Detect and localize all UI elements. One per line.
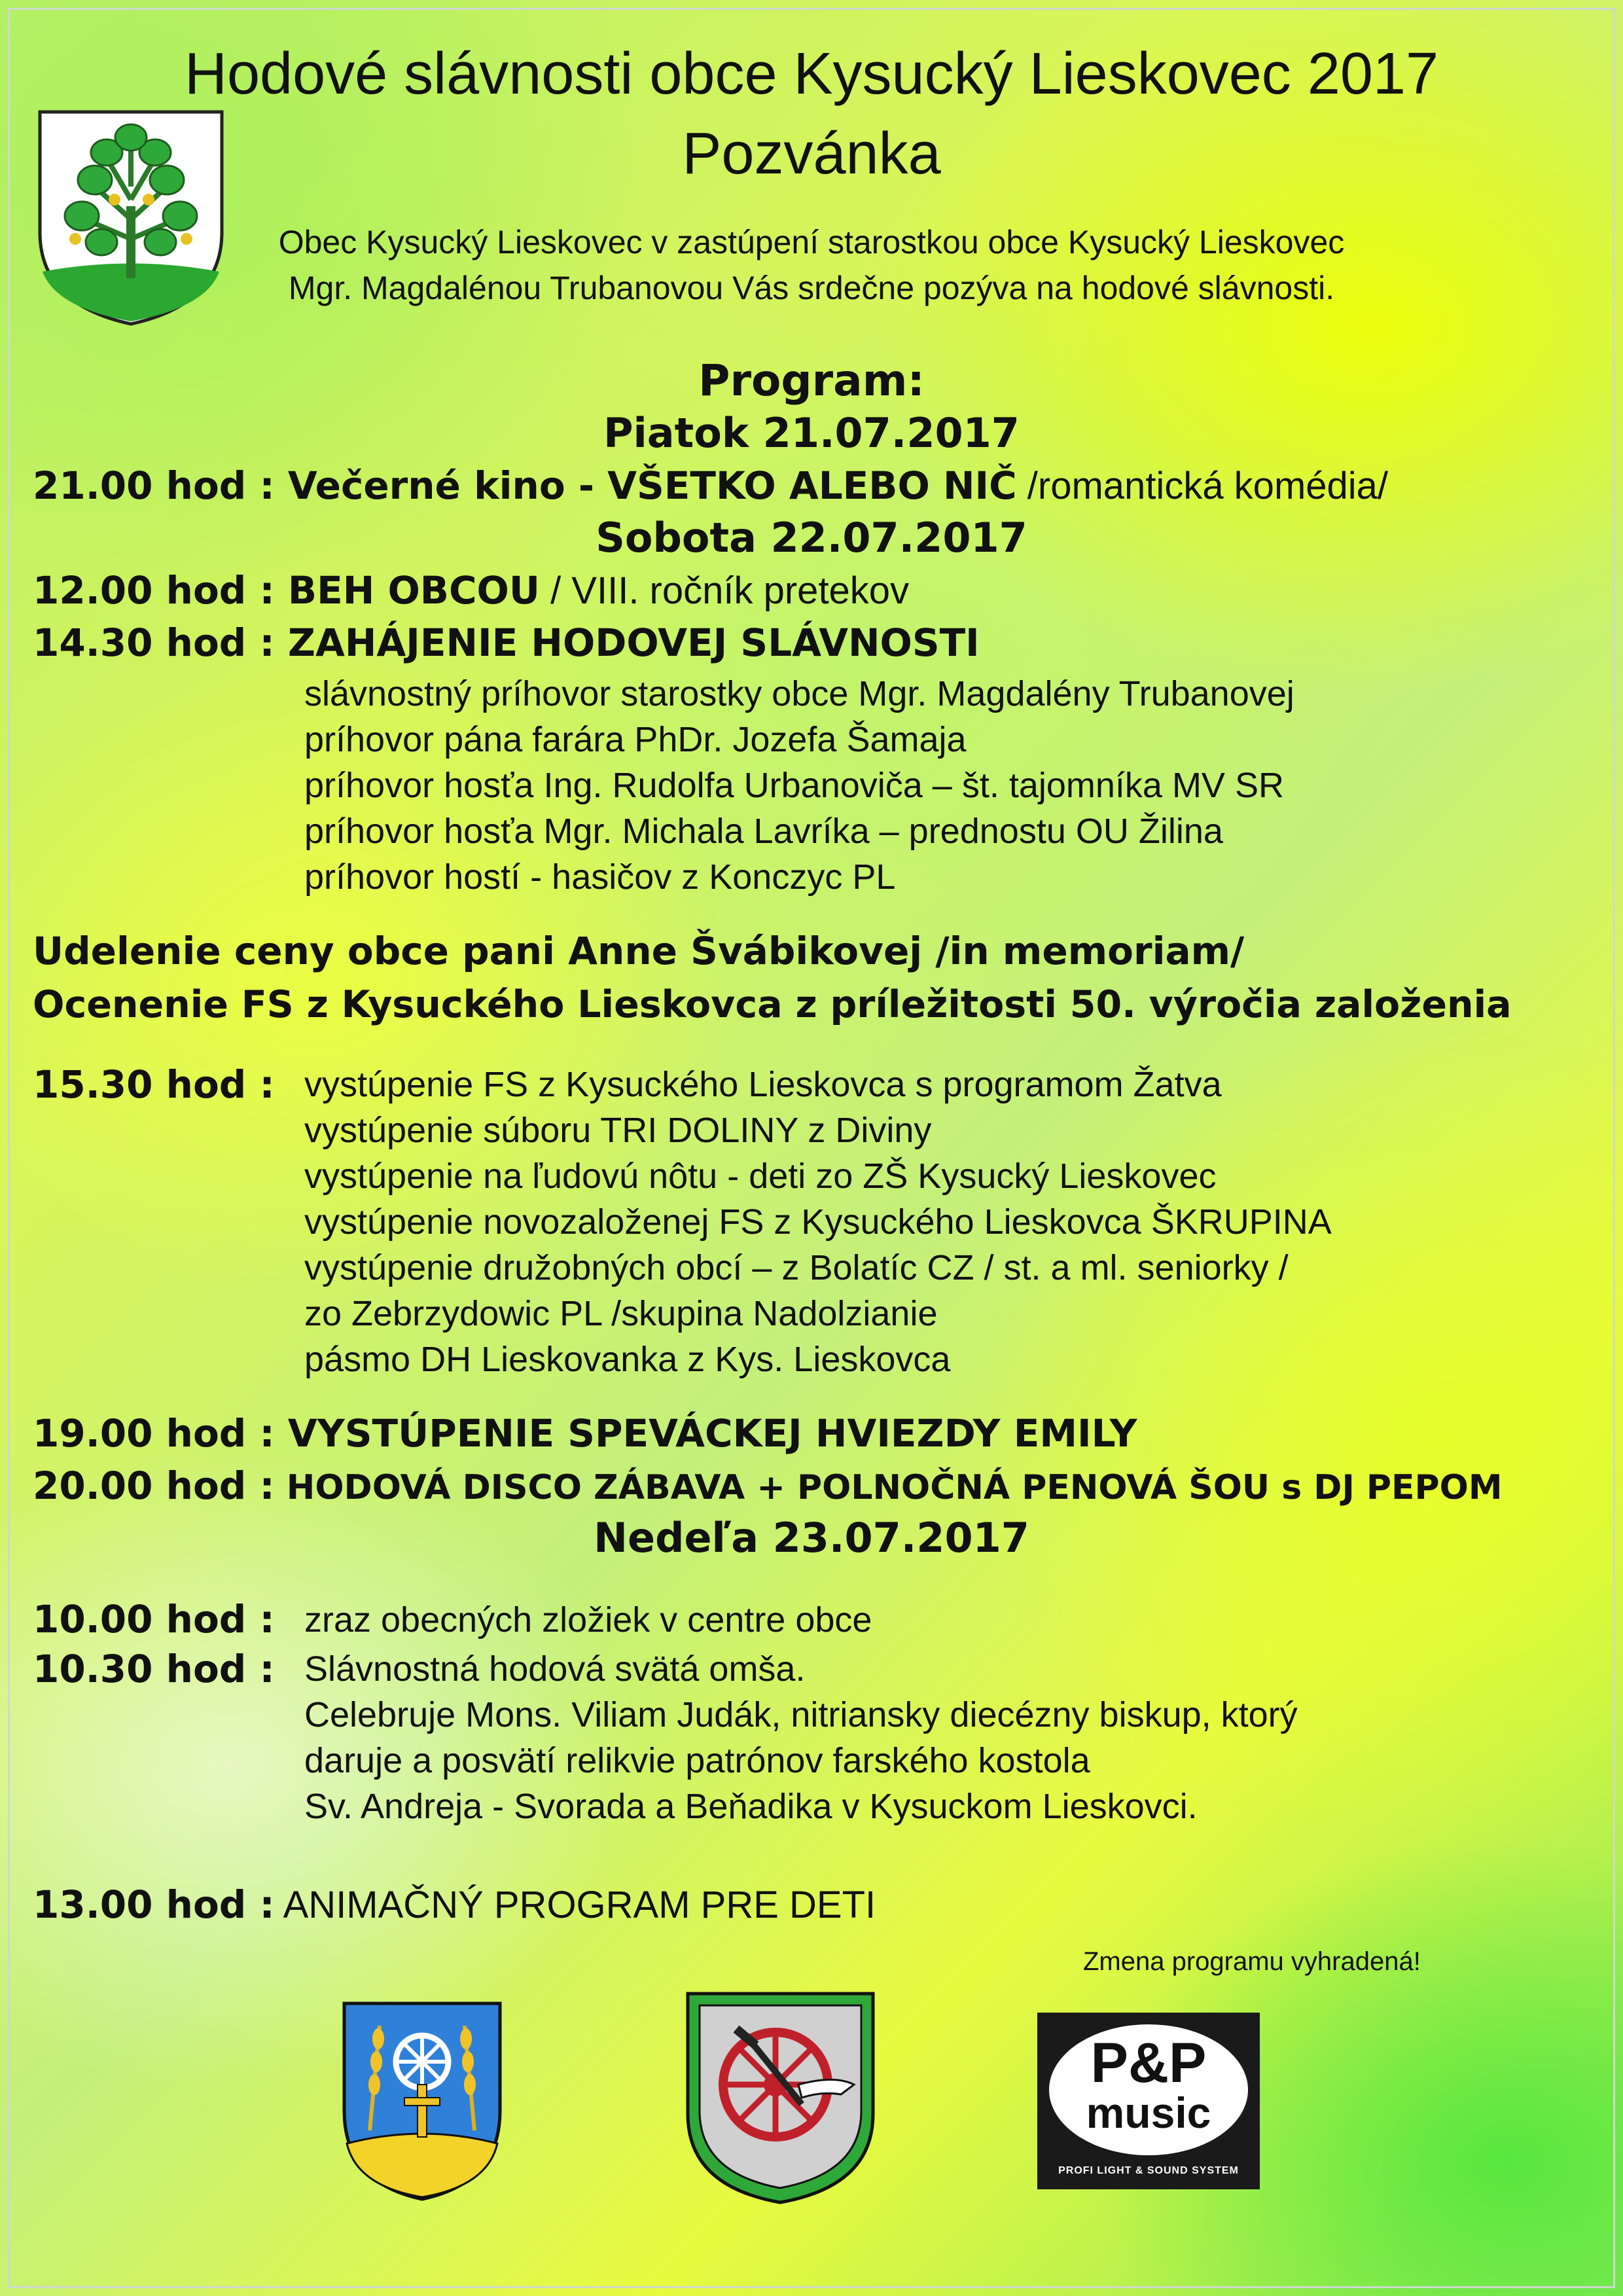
performance-item: vystúpenie súboru TRI DOLINY z Diviny — [304, 1111, 932, 1150]
saturday-date: Sobota 22.07.2017 — [596, 514, 1027, 562]
mass-line: daruje a posvätí relikvie patrónov farského kostola — [304, 1741, 1090, 1780]
sunday-date: Nedeľa 23.07.2017 — [594, 1514, 1029, 1562]
time-label: 20.00 hod : — [33, 1463, 275, 1508]
saturday-disco-row — [33, 1460, 1503, 1514]
partner-coat-of-arms-1 — [340, 2000, 504, 2202]
performance-item: vystúpenie novozaloženej FS z Kysuckého Lieskovca ŠKRUPINA — [304, 1202, 1332, 1242]
change-reserved-note: Zmena programu vyhradená! — [1083, 1947, 1421, 1976]
time-label: 15.30 hod : — [33, 1062, 275, 1107]
program-heading: Program: — [698, 355, 925, 406]
sunday-gather-time — [33, 1593, 275, 1645]
time-label: 12.00 hod : — [33, 568, 275, 613]
page-title: Hodové slávnosti obce Kysucký Lieskovec 2017 — [184, 41, 1439, 107]
mass-line: Sv. Andreja - Svorada a Beňadika v Kysuckom Lieskovci. — [304, 1787, 1198, 1826]
mass-line: Celebruje Mons. Viliam Judák, nitriansky diecézny biskup, ktorý — [304, 1695, 1298, 1734]
event-title: ZAHÁJENIE HODOVEJ SLÁVNOSTI — [274, 620, 980, 665]
mass-line: Slávnostná hodová svätá omša. — [304, 1649, 806, 1689]
award-line-2: Ocenenie FS z Kysuckého Lieskovca z príležitosti 50. výročia založenia — [33, 983, 1512, 1026]
event-title: ANIMAČNÝ PROGRAM PRE DETI — [274, 1884, 876, 1926]
sunday-kids-row — [33, 1878, 876, 1931]
award-line-1: Udelenie ceny obce pani Anne Švábikovej /in memoriam/ — [33, 929, 1245, 973]
speech-item: príhovor hosťa Ing. Rudolfa Urbanoviča – št. tajomníka MV SR — [304, 766, 1284, 805]
event-title: BEH OBCOU — [274, 568, 540, 613]
event-title: VYSTÚPENIE SPEVÁCKEJ HVIEZDY EMILY — [274, 1411, 1137, 1456]
page-subtitle: Pozvánka — [682, 121, 941, 187]
sponsor-logo-badge — [1049, 2024, 1248, 2155]
performances-time — [33, 1058, 275, 1111]
sunday-gather-text: zraz obecných zložiek v centre obce — [304, 1600, 872, 1640]
event-note: / VIII. ročník pretekov — [539, 569, 910, 612]
partner-coat-of-arms-2 — [684, 1990, 877, 2206]
performance-item: vystúpenie FS z Kysuckého Lieskovca s programom Žatva — [304, 1065, 1222, 1104]
event-title: Večerné kino - VŠETKO ALEBO NIČ — [274, 463, 1017, 508]
performance-item: zo Zebrzydowic PL /skupina Nadolzianie — [304, 1294, 938, 1333]
sunday-mass-time — [33, 1643, 275, 1695]
speech-item: príhovor hostí - hasičov z Konczyc PL — [304, 857, 896, 897]
event-title: HODOVÁ DISCO ZÁBAVA + POLNOČNÁ PENOVÁ ŠOU s DJ PEPOM — [274, 1468, 1503, 1507]
sponsor-logo — [1037, 2013, 1260, 2189]
saturday-opening-row — [33, 617, 980, 669]
friday-date: Piatok 21.07.2017 — [603, 409, 1020, 457]
event-note: /romantická komédia/ — [1016, 465, 1389, 507]
friday-cinema-row — [33, 459, 1388, 512]
speech-item: príhovor pána farára PhDr. Jozefa Šamaja — [304, 720, 967, 759]
time-label: 10.30 hod : — [33, 1647, 275, 1691]
intro-line-2: Mgr. Magdalénou Trubanovou Vás srdečne pozýva na hodové slávnosti. — [288, 270, 1335, 306]
sponsor-word: music — [1086, 2089, 1211, 2137]
intro-line-1: Obec Kysucký Lieskovec v zastúpení starostkou obce Kysucký Lieskovec — [278, 224, 1345, 260]
sponsor-name: P&P — [1090, 2032, 1207, 2094]
speech-item: slávnostný príhovor starostky obce Mgr. Magdalény Trubanovej — [304, 674, 1294, 713]
saturday-star-row — [33, 1407, 1137, 1460]
performance-item: vystúpenie družobných obcí – z Bolatíc CZ / st. a ml. seniorky / — [304, 1248, 1289, 1287]
saturday-run-row — [33, 564, 909, 617]
performance-item: pásmo DH Lieskovanka z Kys. Lieskovca — [304, 1340, 951, 1379]
performance-item: vystúpenie na ľudovú nôtu - deti zo ZŠ Kysucký Lieskovec — [304, 1157, 1217, 1196]
time-label: 10.00 hod : — [33, 1597, 275, 1641]
time-label: 21.00 hod : — [33, 463, 275, 508]
speech-item: príhovor hosťa Mgr. Michala Lavríka – prednostu OU Žilina — [304, 812, 1223, 851]
time-label: 14.30 hod : — [33, 620, 275, 665]
sponsor-tagline: PROFI LIGHT & SOUND SYSTEM — [1058, 2165, 1239, 2176]
time-label: 13.00 hod : — [33, 1882, 275, 1927]
time-label: 19.00 hod : — [33, 1411, 275, 1456]
